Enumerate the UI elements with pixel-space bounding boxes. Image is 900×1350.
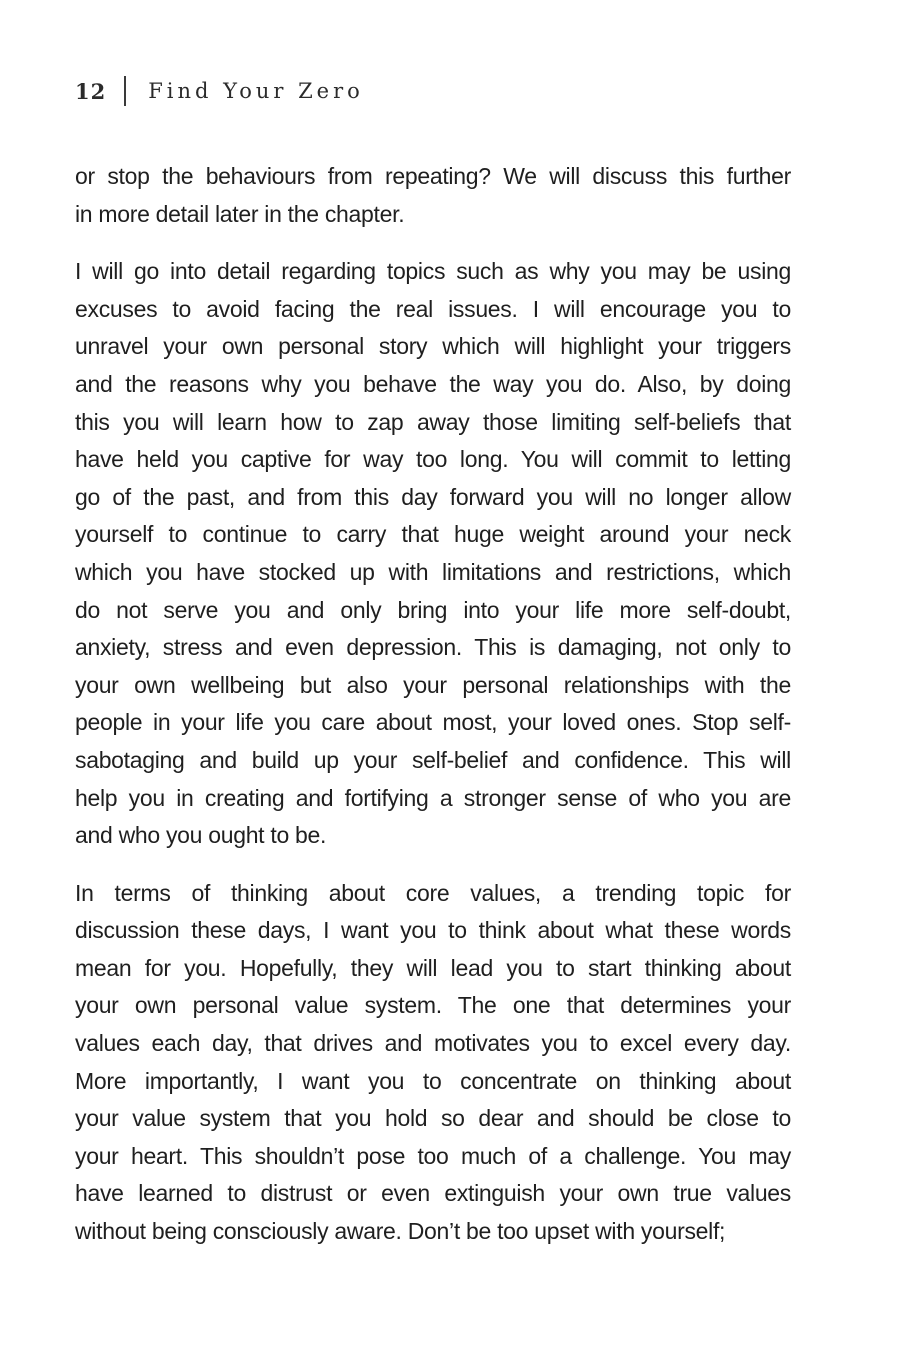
text-line: I will go into detail regarding topics such as why you may be using <box>75 258 791 285</box>
text-line: go of the past, and from this day forward you will no longer allow <box>75 483 791 510</box>
text-line: discussion these days, I want you to think about what these words <box>75 917 791 944</box>
text-line: your own wellbeing but also your personal relationships with the <box>75 671 791 698</box>
text-line: and who you ought to be. <box>75 822 327 849</box>
text-line: help you in creating and fortifying a stronger sense of who you are <box>75 784 791 811</box>
page-number: 12 <box>75 78 107 104</box>
text-line: anxiety, stress and even depression. This is damaging, not only to <box>75 634 791 661</box>
header-divider <box>124 76 126 106</box>
page-header <box>75 76 364 106</box>
text-line: which you have stocked up with limitations and restrictions, which <box>75 558 791 585</box>
text-line: yourself to continue to carry that huge weight around your neck <box>75 521 791 548</box>
text-line: in more detail later in the chapter. <box>75 200 405 227</box>
text-line: your own personal value system. The one that determines your <box>75 992 791 1019</box>
page-body <box>75 158 791 1271</box>
text-line: unravel your own personal story which will highlight your triggers <box>75 333 791 360</box>
text-line: More importantly, I want you to concentrate on thinking about <box>75 1067 791 1094</box>
text-line: and the reasons why you behave the way you do. Also, by doing <box>75 370 791 397</box>
text-line: your value system that you hold so dear and should be close to <box>75 1105 791 1132</box>
text-line: without being consciously aware. Don’t be too upset with yourself; <box>75 1218 726 1245</box>
text-line: your heart. This shouldn’t pose too much of a challenge. You may <box>75 1142 791 1169</box>
text-line: or stop the behaviours from repeating? We will discuss this further <box>75 163 791 189</box>
paragraph <box>75 253 791 855</box>
text-line: have learned to distrust or even extinguish your own true values <box>75 1180 791 1207</box>
text-line: do not serve you and only bring into your life more self-doubt, <box>75 596 791 623</box>
book-title: Find Your Zero <box>148 79 364 103</box>
text-line: In terms of thinking about core values, a trending topic for <box>75 879 791 906</box>
paragraph <box>75 875 791 1251</box>
paragraph <box>75 158 791 233</box>
text-line: people in your life you care about most, your loved ones. Stop self- <box>75 709 791 736</box>
text-line: mean for you. Hopefully, they will lead you to start thinking about <box>75 954 791 981</box>
text-line: this you will learn how to zap away those limiting self-beliefs that <box>75 408 791 435</box>
text-line: values each day, that drives and motivates you to excel every day. <box>75 1030 791 1057</box>
text-line: have held you captive for way too long. You will commit to letting <box>75 446 791 473</box>
text-line: excuses to avoid facing the real issues. I will encourage you to <box>75 295 791 322</box>
text-line: sabotaging and build up your self-belief and confidence. This will <box>75 746 791 773</box>
